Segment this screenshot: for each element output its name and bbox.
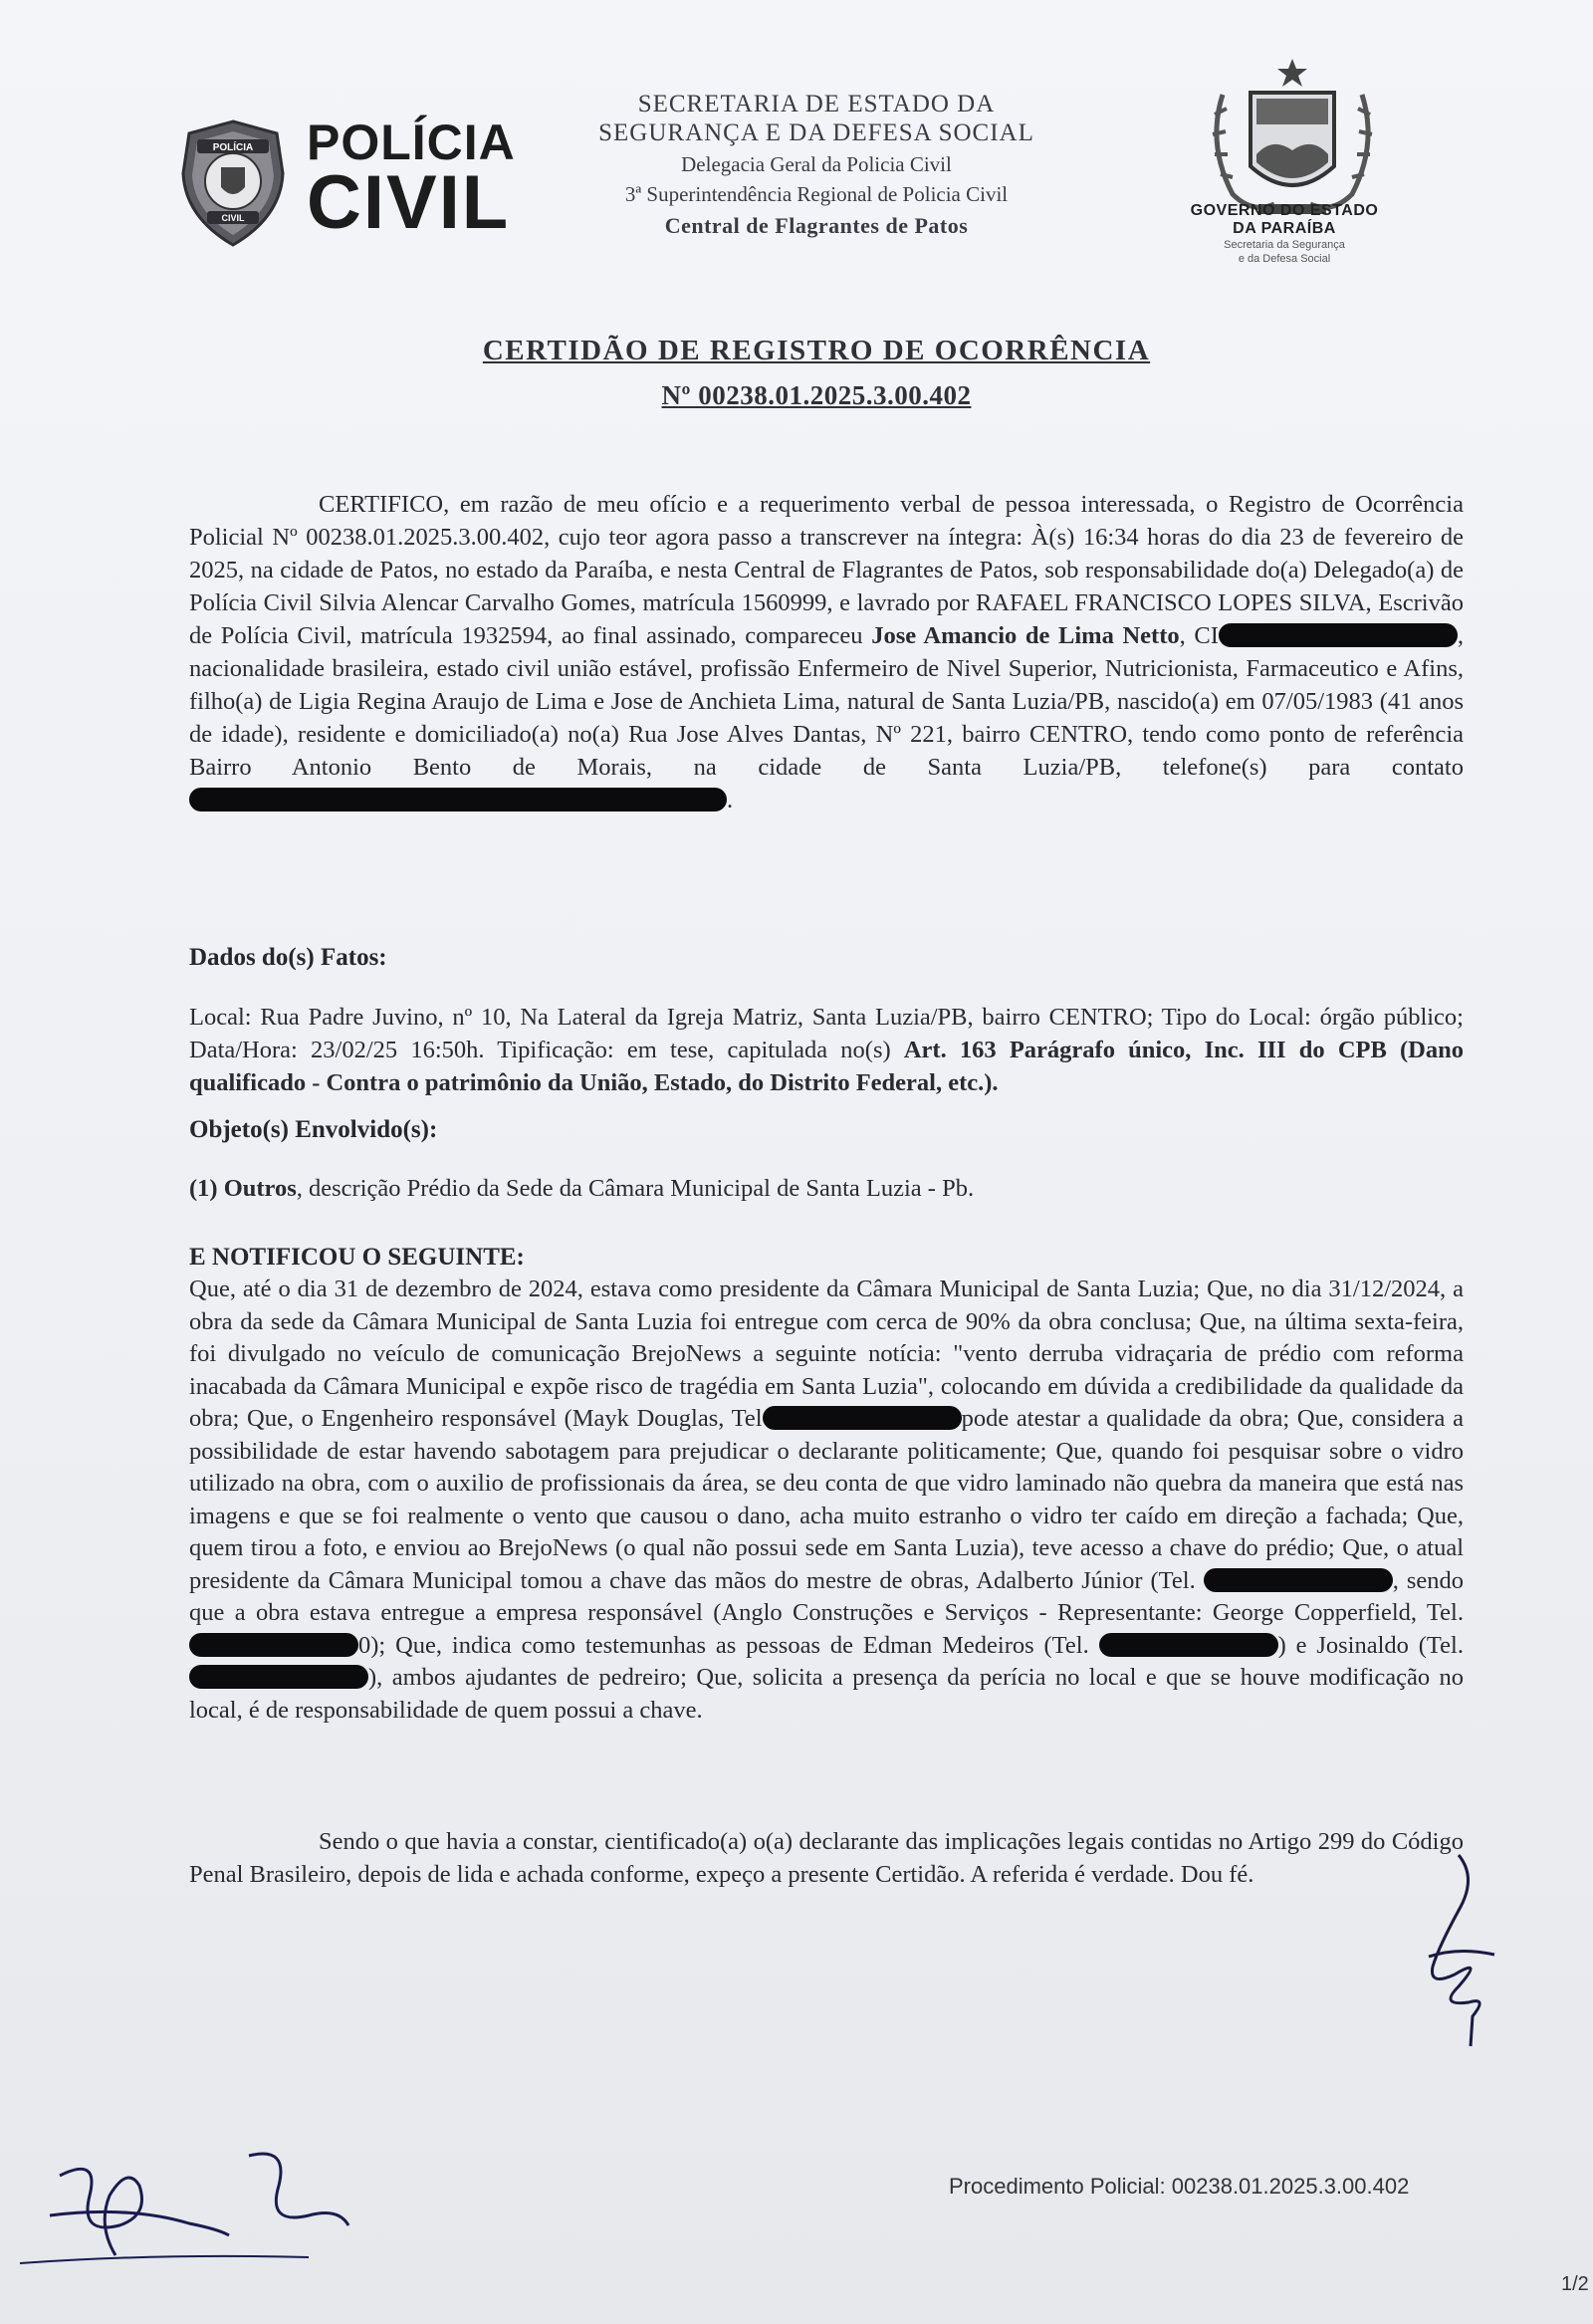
- declarant-signature: [10, 2136, 368, 2285]
- notice-text: ), ambos ajudantes de pedreiro; Que, solicita a presença da perícia no local e que se houve modificação no local, é de responsabilidade de quem possui a chave.: [189, 1664, 1464, 1724]
- notice-text: 0); Que, indica como testemunhas as pessoas de Edman Medeiros (Tel.: [358, 1631, 1099, 1659]
- document-title: CERTIDÃO DE REGISTRO DE OCORRÊNCIA: [482, 335, 1151, 366]
- object-label: (1) Outros: [189, 1175, 297, 1202]
- intro-text: .: [727, 787, 734, 813]
- svg-text:CIVIL: CIVIL: [221, 213, 245, 223]
- notice-heading: E NOTIFICOU O SEGUINTE:: [189, 1244, 525, 1271]
- redacted-id: [1219, 623, 1458, 647]
- facts-legal-basis: Art. 163 Parágrafo único, Inc. III do CPB (Dano qualificado - Contra o patrimônio da União, Estado, do Distrito Federal, etc.).: [189, 1037, 1464, 1096]
- brand-line-1: POLÍCIA: [307, 115, 516, 170]
- gov-line: Secretaria da Segurança: [1224, 239, 1345, 251]
- notice-text: ) e Josinaldo (Tel.: [1277, 1631, 1464, 1659]
- notice-text: pode atestar a qualidade da obra; Que, considera a possibilidade de estar havendo sabotagem para prejudicar o declarante politicamente; Que, quando foi pesquisar sobre o vidro utilizado na obra, com o auxilio de profissionais da área, se deu conta de que vidro laminado não quebra da maneira que está nas imagens e que se foi realmente o vento que causou o dano, acha muito estranho o vidro ter caído em direção a fachada; Que, quem tirou a foto, e enviou ao BrejoNews (o qual não possui sede em Santa Luzia), teve acesso a chave do prédio; Que, o atual presidente da Câmara Municipal tomou a chave das mãos do mestre de obras, Adalberto Júnior (Tel.: [189, 1405, 1464, 1594]
- redacted-phone: [763, 1406, 962, 1430]
- facts-text: Local: Rua Padre Juvino, nº 10, Na Lateral da Igreja Matriz, Santa Luzia/PB, bairro CENTRO; Tipo do Local: órgão público; Data/Hora: 23/02/25 16:50h. Tipificação: em tese, capitulada no(s): [189, 1004, 1464, 1063]
- police-brand: [307, 115, 516, 245]
- gov-line: e da Defesa Social: [1238, 253, 1331, 265]
- state-government: [1173, 202, 1396, 266]
- intro-text: , CI: [1179, 622, 1219, 649]
- procedure-number: Procedimento Policial: 00238.01.2025.3.00.402: [949, 2174, 1410, 2199]
- page-number: 1/2: [1561, 2273, 1589, 2295]
- facts-heading: Dados do(s) Fatos:: [189, 944, 387, 971]
- notice-text: Que, até o dia 31 de dezembro de 2024, estava como presidente da Câmara Municipal de Santa Luzia; Que, no dia 31/12/2024, a obra da sede da Câmara Municipal de Santa Luzia foi entregue com cerca de 90% da obra conclusa; Que, na última sexta-feira, foi divulgado no veículo de comunicação BrejoNews a seguinte notícia: "vento derruba vidraçaria de prédio com reforma inacabada da Câmara Municipal e expõe risco de tragédia em Santa Luzia", colocando em dúvida a credibilidade da qualidade da obra; Que, o Engenheiro responsável (Mayk Douglas, Tel: [189, 1276, 1464, 1432]
- intro-text: CERTIFICO, em razão de meu ofício e a requerimento verbal de pessoa interessada, o Registro de Ocorrência Policial Nº 00238.01.2025.3.00.402, cujo teor agora passo a transcrever na íntegra: À(s) 16:34 horas do dia 23 de fevereiro de 2025, na cidade de Patos, no estado da Paraíba, e nesta Central de Flagrantes de Patos, sob responsabilidade do(a) Delegado(a) de Polícia Civil Silvia Alencar Carvalho Gomes, matrícula 1560999, e lavrado por RAFAEL FRANCISCO LOPES SILVA, Escrivão de Polícia Civil, matrícula 1932594, ao final assinado, compareceu: [189, 491, 1464, 649]
- agency-line: SEGURANÇA E DA DEFESA SOCIAL: [598, 119, 1034, 146]
- redacted-phone: [1099, 1633, 1278, 1657]
- agency-line: Central de Flagrantes de Patos: [664, 213, 969, 238]
- object-description: , descrição Prédio da Sede da Câmara Municipal de Santa Luzia - Pb.: [296, 1175, 975, 1202]
- document-number: Nº 00238.01.2025.3.00.402: [661, 380, 972, 410]
- gov-line: GOVERNO DO ESTADO: [1190, 202, 1379, 219]
- police-badge-logo: [177, 117, 289, 249]
- closing-text: Sendo o que havia a constar, cientificado(a) o(a) declarante das implicações legais contidas no Artigo 299 do Código Penal Brasileiro, depois de lida e achada conforme, expeço a presente Certidão. A referida é verdade. Dou fé.: [189, 1828, 1464, 1888]
- redacted-phone: [189, 788, 727, 812]
- agency-header: [558, 90, 1075, 243]
- redacted-phone: [189, 1633, 358, 1657]
- gov-line: DA PARAÍBA: [1233, 220, 1336, 237]
- intro-paragraph: [189, 488, 1464, 816]
- scribe-signature: [1399, 1847, 1518, 2056]
- objects-section: [189, 1113, 1464, 1205]
- redacted-phone: [1204, 1568, 1393, 1592]
- notice-text: , sendo que a obra estava entregue a empresa responsável (Anglo Construções e Serviços - Representante: George Copperfield, Tel.: [189, 1566, 1464, 1626]
- notice-section: [189, 1241, 1464, 1727]
- facts-section: [189, 941, 1464, 1099]
- intro-text: , nacionalidade brasileira, estado civil união estável, profissão Enfermeiro de Nivel Superior, Nutricionista, Farmaceutico e Afins, filho(a) de Ligia Regina Araujo de Lima e Jose de Anchieta Lima, natural de Santa Luzia/PB, nascido(a) em 07/05/1983 (41 anos de idade), residente e domiciliado(a) no(a) Rua Jose Alves Dantas, Nº 221, bairro CENTRO, tendo como ponto de referência Bairro Antonio Bento de Morais, na cidade de Santa Luzia/PB, telefone(s) para contato: [189, 622, 1464, 781]
- agency-line: SECRETARIA DE ESTADO DA: [637, 91, 996, 117]
- state-crest-logo: [1193, 55, 1392, 224]
- redacted-phone: [189, 1665, 368, 1689]
- agency-line: 3ª Superintendência Regional de Policia Civil: [624, 182, 1009, 206]
- svg-text:POLÍCIA: POLÍCIA: [212, 142, 254, 153]
- objects-heading: Objeto(s) Envolvido(s):: [189, 1116, 438, 1143]
- brand-line-2: CIVIL: [307, 160, 511, 245]
- agency-line: Delegacia Geral da Policia Civil: [681, 152, 952, 176]
- declarant-name: Jose Amancio de Lima Netto: [871, 622, 1180, 649]
- closing-paragraph: [189, 1825, 1464, 1891]
